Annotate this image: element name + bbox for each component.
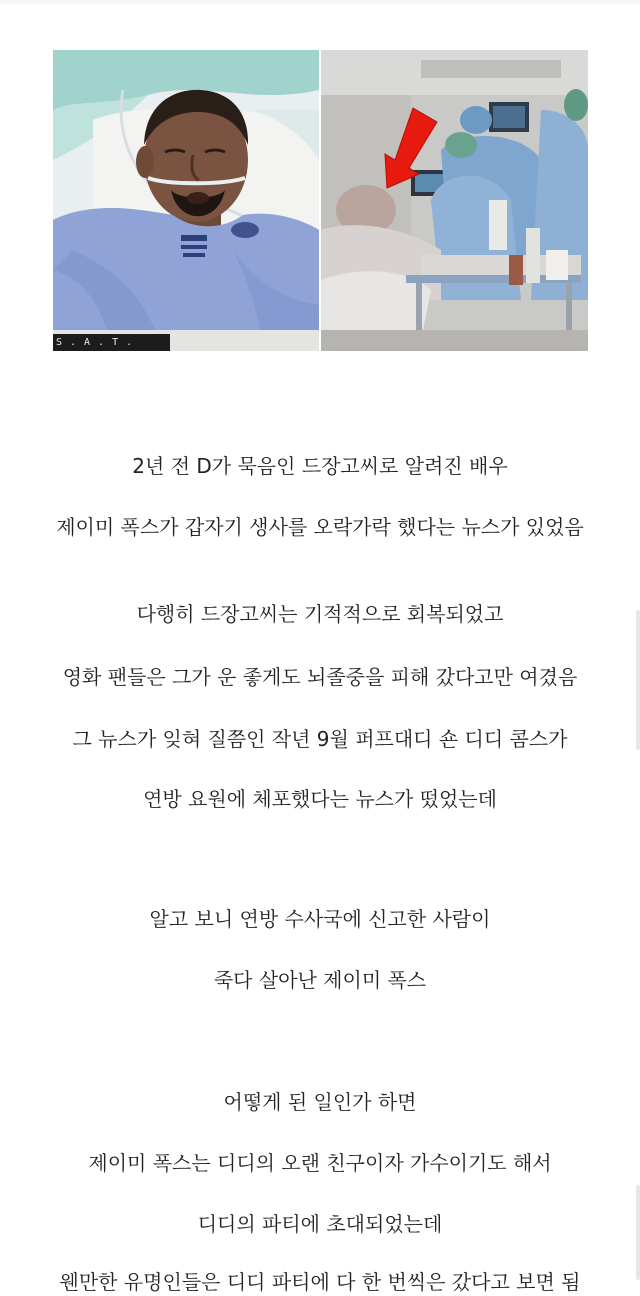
scrollbar-indicator[interactable] [636, 610, 640, 750]
article-line-7: 알고 보니 연방 수사국에 신고한 사람이 [149, 907, 491, 931]
hospital-bed-photo [53, 50, 319, 351]
article-line-4: 영화 팬들은 그가 운 좋게도 뇌졸중을 피해 갔다고만 여겼음 [62, 665, 578, 689]
article-line-6: 연방 요원에 체포했다는 뉴스가 떴었는데 [143, 787, 497, 811]
article-line-3: 다행히 드장고씨는 기적적으로 회복되었고 [136, 602, 504, 626]
article-line-5: 그 뉴스가 잊혀 질쯤인 작년 9월 퍼프대디 숀 디디 콤스가 [72, 727, 568, 751]
article-line-2: 제이미 폭스가 갑자기 생사를 오락가락 했다는 뉴스가 있었음 [56, 515, 584, 539]
hospital-bed-illustration [53, 50, 319, 351]
scrollbar-indicator-lower[interactable] [636, 1185, 640, 1280]
article-line-10: 제이미 폭스는 디디의 오랜 친구이자 가수이기도 해서 [88, 1151, 552, 1175]
article-line-12: 웬만한 유명인들은 디디 파티에 다 한 번씩은 갔다고 보면 됨 [59, 1270, 581, 1294]
article-line-8: 죽다 살아난 제이미 폭스 [213, 968, 427, 992]
article-line-11: 디디의 파티에 초대되었는데 [197, 1212, 443, 1236]
article-line-9: 어떻게 된 일인가 하면 [223, 1090, 417, 1114]
top-edge [0, 0, 640, 6]
operating-room-photo [321, 50, 587, 351]
photo-watermark: S.A.T. [53, 334, 170, 351]
article-line-1: 2년 전 D가 묵음인 드장고씨로 알려진 배우 [132, 454, 508, 478]
photo-row [53, 50, 588, 351]
operating-room-illustration [321, 50, 588, 351]
